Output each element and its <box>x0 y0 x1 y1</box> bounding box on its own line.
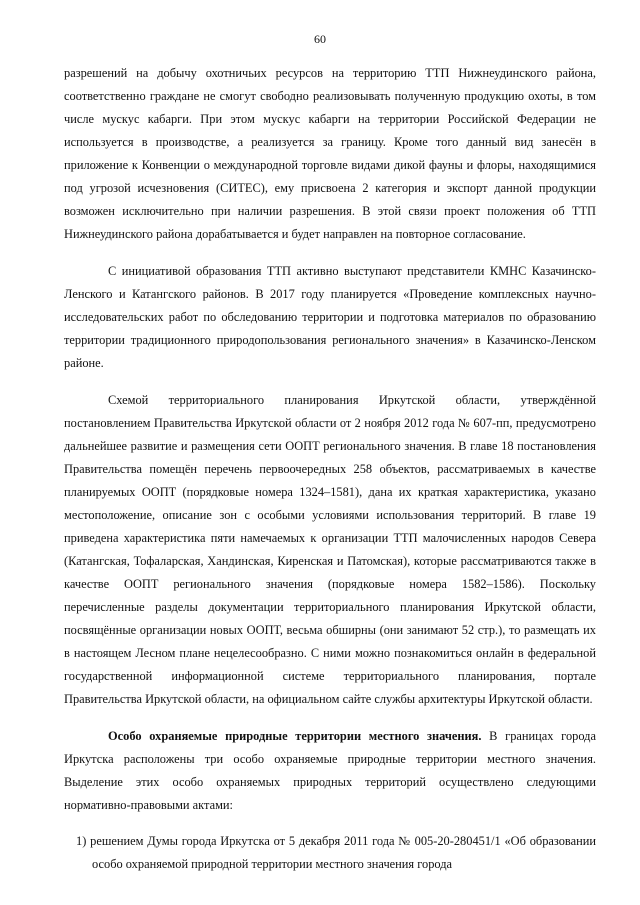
paragraph-kmns-initiative: С инициативой образования ТТП активно выступают представители КМНС Казачинско-Ленского и Катангского районов. В 2017 году планируется «Проведение комплексных научно-исследовательских работ по обследованию территории и подготовка материалов по образованию территории традиционного природопользования регионального значения» в Казачинско-Ленском районе. <box>64 264 596 370</box>
section-heading-local-protected-areas: Особо охраняемые природные территории местного значения. <box>108 729 482 743</box>
list-item-marker: 1) <box>76 834 87 848</box>
paragraph-hunting-permits: разрешений на добычу охотничьих ресурсов на территорию ТТП Нижнеудинского района, соответственно граждане не смогут свободно реализовывать полученную продукцию охоты, в том числе мускус кабарги. При этом мускус кабарги на территории Российской Федерации не используется в производстве, а реализуется за границу. Кроме того данный вид занесён в приложение к Конвенции о международной торговле видами дикой фауны и флоры, находящимися под угрозой исчезновения (СИТЕС), ему присвоена 2 категория и экспорт данной продукции возможен исключительно при наличии разрешения. В этой связи проект положения об ТТП Нижнеудинского района дорабатывается и будет направлен на повторное согласование. <box>64 66 596 241</box>
list-item-text: решением Думы города Иркутска от 5 декабря 2011 года № 005-20-280451/1 «Об образовании особо охраняемой природной территории местного значения города <box>86 834 596 871</box>
paragraph-local-protected-areas <box>64 725 596 817</box>
page-body <box>64 62 596 876</box>
page-number: 60 <box>314 32 326 46</box>
list-item <box>64 830 596 876</box>
paragraph-territorial-planning: Схемой территориального планирования Иркутской области, утверждённой постановлением Правительства Иркутской области от 2 ноября 2012 года № 607-пп, предусмотрено дальнейшее развитие и размещения сети ООПТ регионального значения. В главе 18 постановления Правительства помещён перечень первоочередных 258 объектов, рассматриваемых в качестве планируемых ООПТ (порядковые номера 1324–1581), дана их краткая характеристика, указано местоположение, описание зон с особыми условиями использования территорий. В главе 19 приведена характеристика пяти намечаемых к организации ТТП малочисленных народов Севера (Катангская, Тофаларская, Хандинская, Киренская и Патомская), которые рассматриваются также в качестве ООПТ регионального значения (порядковые номера 1582–1586). Поскольку перечисленные разделы документации территориального планирования Иркутской области, посвящённые организации новых ООПТ, весьма обширны (они занимают 52 стр.), то размещать их в настоящем Лесном плане нецелесообразно. С ними можно познакомиться онлайн в федеральной государственной информационной системе территориального планирования, портале Правительства Иркутской области, на официальном сайте службы архитектуры Иркутской области. <box>64 393 596 706</box>
paragraph-local-protected-areas-text: В границах города Иркутска расположены три особо охраняемые природные территории местного значения. Выделение этих особо охраняемых природных территорий осуществлено следующими нормативно-правовыми актами: <box>64 729 596 812</box>
